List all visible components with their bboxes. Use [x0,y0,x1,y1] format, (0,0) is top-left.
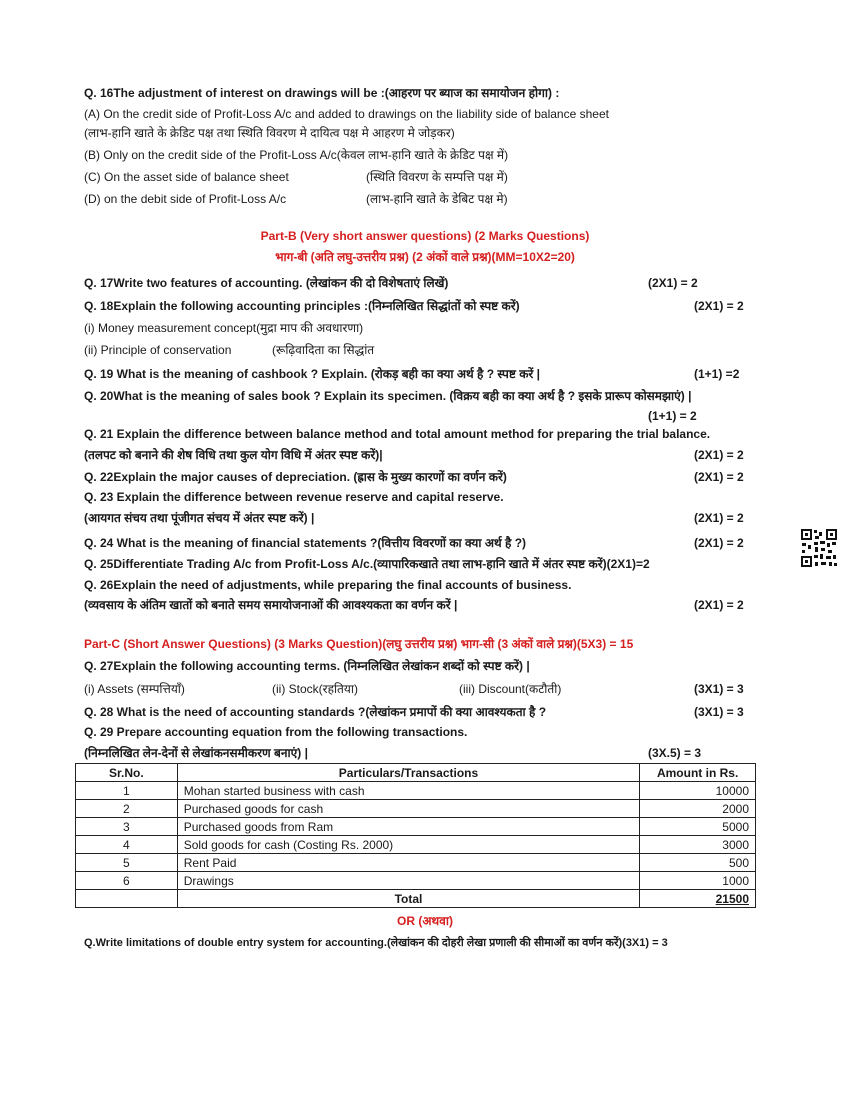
cell-amount: 5000 [640,818,756,836]
transactions-table [75,763,756,908]
q21-marks: (2X1) = 2 [694,448,744,462]
table-row [76,836,756,854]
cell-sr-no: 3 [76,818,178,836]
q21-hindi: (तलपट को बनाने की शेष विधि तथा कुल योग विधि में अंतर स्पष्ट करें)| [84,448,383,462]
part-c-heading: Part-C (Short Answer Questions) (3 Marks Question)(लघु उत्तरीय प्रश्न) भाग-सी (3 अंकों वाले प्रश्न)(5X3) = 15 [84,637,634,651]
table-row [76,818,756,836]
cell-sr-no: 6 [76,872,178,890]
q26-hindi: (व्यवसाय के अंतिम खातों को बनाते समय समायोजनाओं की आवश्यकता का वर्णन करें | [84,598,458,612]
q16-option-d-hindi: (लाभ-हानि खाते के डेबिट पक्ष मे) [366,192,508,206]
q16-option-d: (D) on the debit side of Profit-Loss A/c [84,192,287,206]
q18-part-ii-hindi: (रूढ़िवादिता का सिद्धांत [272,343,375,357]
table-row [76,800,756,818]
q18-part-i: (i) Money measurement concept(मुद्रा माप की अवधारणा) [84,321,364,335]
q17: Q. 17Write two features of accounting. (लेखांकन की दो विशेषताएं लिखें) [84,276,449,290]
cell-particular: Mohan started business with cash [177,782,640,800]
table-total-row [76,890,756,908]
cell-sr-no: 2 [76,800,178,818]
header-particulars: Particulars/Transactions [177,764,640,782]
q16-option-c-hindi: (स्थिति विवरण के सम्पत्ति पक्ष में) [366,170,508,184]
q23-hindi: (आयगत संचय तथा पूंजीगत संचय में अंतर स्पष्ट करें) | [84,511,315,525]
q20-marks: (1+1) = 2 [648,409,697,423]
q16-question: Q. 16The adjustment of interest on drawings will be :(आहरण पर ब्याज का समायोजन होगा) : [84,86,560,100]
q27-part-i: (i) Assets (सम्पत्तियाँ) [84,682,185,696]
cell-empty [76,890,178,908]
q19-marks: (1+1) =2 [694,367,740,381]
total-label: Total [177,890,640,908]
q24-marks: (2X1) = 2 [694,536,744,550]
cell-sr-no: 1 [76,782,178,800]
cell-amount: 500 [640,854,756,872]
cell-sr-no: 5 [76,854,178,872]
total-amount: 21500 [640,890,756,908]
q21: Q. 21 Explain the difference between balance method and total amount method for preparing the trial balance. [84,427,711,441]
q20: Q. 20What is the meaning of sales book ? Explain its specimen. (विक्रय बही का क्या अर्थ है ? इसके प्रारूप कोसमझाएं) | [84,389,692,403]
qr-code-icon [800,528,838,568]
header-sr-no: Sr.No. [76,764,178,782]
table-row [76,782,756,800]
q24: Q. 24 What is the meaning of financial statements ?(वित्तीय विवरणों का क्या अर्थ है ?) [84,536,527,550]
q16-option-c: (C) On the asset side of balance sheet [84,170,289,184]
q27-part-ii: (ii) Stock(रहतिया) [272,682,358,696]
table-row [76,854,756,872]
header-amount: Amount in Rs. [640,764,756,782]
q29-marks: (3X.5) = 3 [648,746,702,760]
q16-option-a: (A) On the credit side of Profit-Loss A/c and added to drawings on the liability side of balance sheet [84,107,609,121]
table-row [76,872,756,890]
q27-part-iii: (iii) Discount(कटौती) [459,682,562,696]
cell-particular: Purchased goods from Ram [177,818,640,836]
q27: Q. 27Explain the following accounting terms. (निम्नलिखित लेखांकन शब्दों को स्पष्ट करें) | [84,659,530,673]
q19: Q. 19 What is the meaning of cashbook ? Explain. (रोकड़ बही का क्या अर्थ है ? स्पष्ट करें | [84,367,541,381]
or-divider: OR (अथवा) [397,914,453,928]
q29-hindi: (निम्नलिखित लेन-देनों से लेखांकनसमीकरण बनाएं) | [84,746,308,760]
q18: Q. 18Explain the following accounting principles :(निम्नलिखित सिद्धांतों को स्पष्ट करें) [84,299,520,313]
q26: Q. 26Explain the need of adjustments, while preparing the final accounts of business. [84,578,572,592]
part-b-heading-hindi: भाग-बी (अति लघु-उत्तरीय प्रश्न) (2 अंकों वाले प्रश्न)(MM=10X2=20) [275,250,575,264]
q22: Q. 22Explain the major causes of depreciation. (ह्रास के मुख्य कारणों का वर्णन करें) [84,470,507,484]
cell-amount: 3000 [640,836,756,854]
cell-particular: Rent Paid [177,854,640,872]
q17-marks: (2X1) = 2 [648,276,698,290]
cell-particular: Drawings [177,872,640,890]
q26-marks: (2X1) = 2 [694,598,744,612]
q16-option-a-hindi: (लाभ-हानि खाते के क्रेडिट पक्ष तथा स्थिति विवरण मे दायित्व पक्ष मे आहरण मे जोड़कर) [84,126,455,140]
q25: Q. 25Differentiate Trading A/c from Profit-Loss A/c.(व्यापारिकखाते तथा लाभ-हानि खाते में अंतर स्पष्ट करें)(2X1)=2 [84,557,650,571]
q22-marks: (2X1) = 2 [694,470,744,484]
cell-amount: 2000 [640,800,756,818]
cell-particular: Sold goods for cash (Costing Rs. 2000) [177,836,640,854]
q18-marks: (2X1) = 2 [694,299,744,313]
q28: Q. 28 What is the need of accounting standards ?(लेखांकन प्रमापों की क्या आवश्यकता है ? [84,705,547,719]
q18-part-ii: (ii) Principle of conservation [84,343,232,357]
q28-marks: (3X1) = 3 [694,705,744,719]
cell-amount: 10000 [640,782,756,800]
last-question: Q.Write limitations of double entry system for accounting.(लेखांकन की दोहरी लेखा प्रणाली की सीमाओं का वर्णन करें)(3X1) = 3 [84,937,668,949]
q23-marks: (2X1) = 2 [694,511,744,525]
cell-sr-no: 4 [76,836,178,854]
q27-marks: (3X1) = 3 [694,682,744,696]
q29: Q. 29 Prepare accounting equation from the following transactions. [84,725,468,739]
table-header-row [76,764,756,782]
q16-option-b: (B) Only on the credit side of the Profit-Loss A/c(केवल लाभ-हानि खाते के क्रेडिट पक्ष में) [84,148,509,162]
cell-amount: 1000 [640,872,756,890]
q23: Q. 23 Explain the difference between revenue reserve and capital reserve. [84,490,504,504]
part-b-heading: Part-B (Very short answer questions) (2 Marks Questions) [260,229,590,243]
cell-particular: Purchased goods for cash [177,800,640,818]
